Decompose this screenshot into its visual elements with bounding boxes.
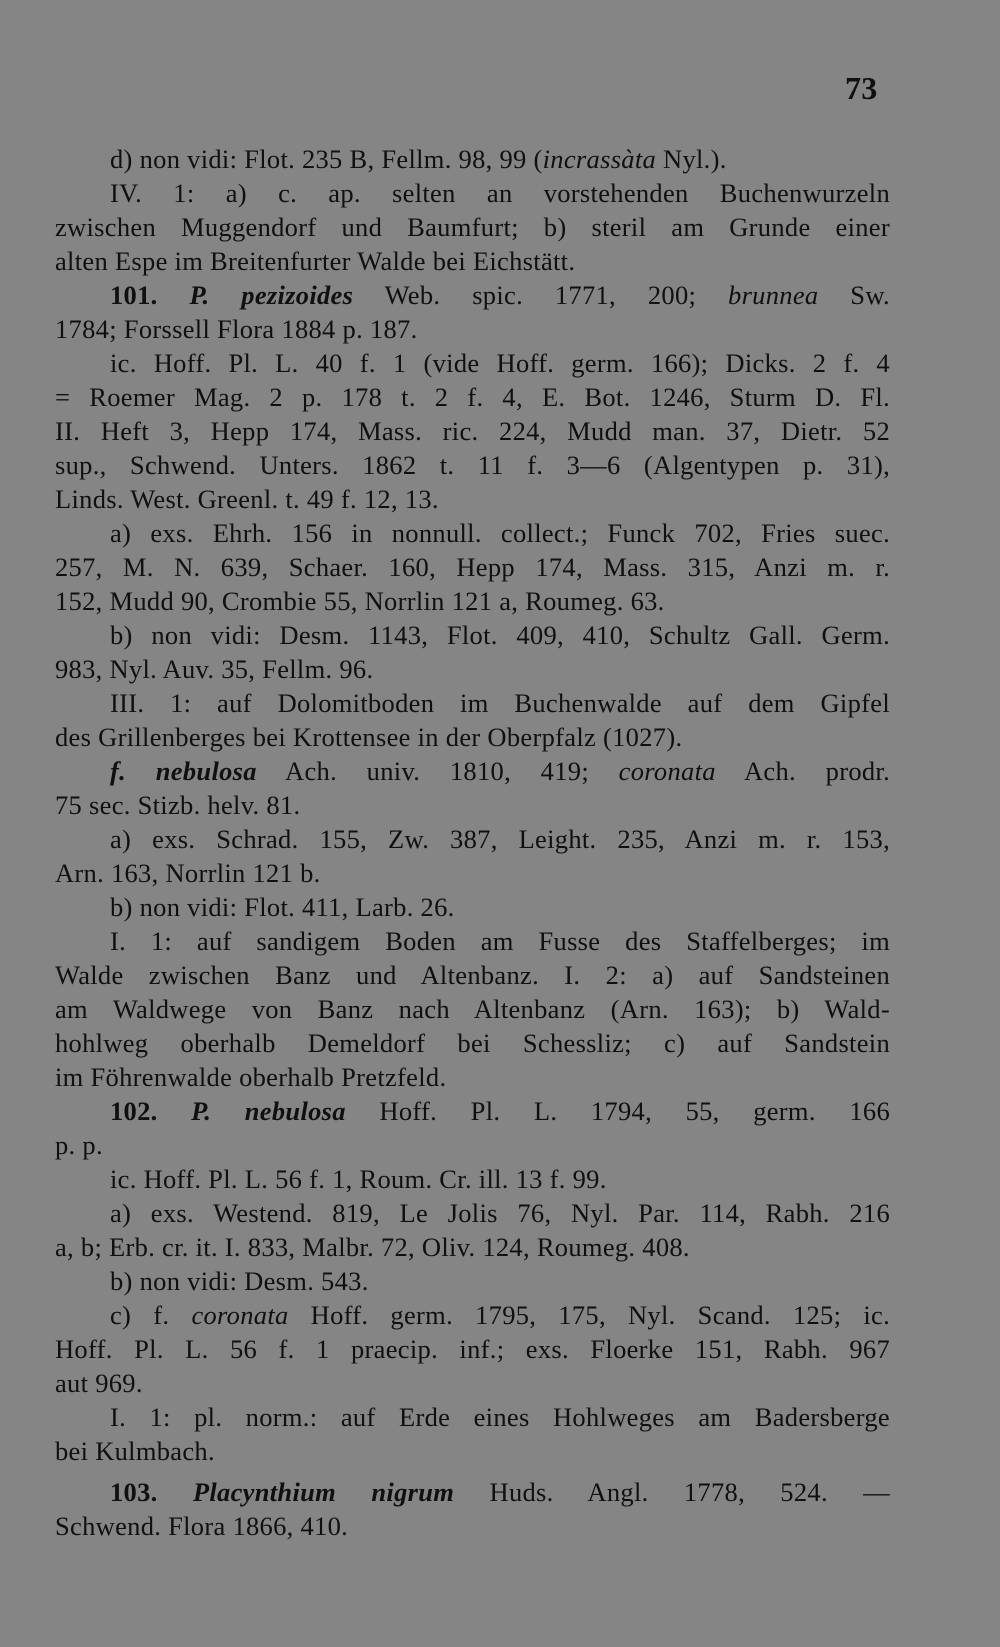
entry-103-heading: 103. Placynthium nigrum Huds. Angl. 1778, 524. —	[110, 1477, 890, 1507]
text-line: 1784; Forssell Flora 1884 p. 187.	[55, 314, 418, 344]
text-line: a) exs. Ehrh. 156 in nonnull. collect.; Funck 702, Fries suec.	[110, 518, 890, 548]
text-line: = Roemer Mag. 2 p. 178 t. 2 f. 4, E. Bot. 1246, Sturm D. Fl.	[55, 382, 890, 412]
text-line: am Waldwege von Banz nach Altenbanz (Arn. 163); b) Wald-	[55, 994, 890, 1024]
text-line: 152, Mudd 90, Crombie 55, Norrlin 121 a, Roumeg. 63.	[55, 586, 665, 616]
text-line: sup., Schwend. Unters. 1862 t. 11 f. 3—6 (Algentypen p. 31),	[55, 450, 890, 480]
text-line: II. Heft 3, Hepp 174, Mass. ric. 224, Mudd man. 37, Dietr. 52	[55, 416, 890, 446]
text-line: p. p.	[55, 1130, 103, 1160]
text-line: Hoff. Pl. L. 56 f. 1 praecip. inf.; exs. Floerke 151, Rabh. 967	[55, 1334, 890, 1364]
text-line: c) f. coronata Hoff. germ. 1795, 175, Nyl. Scand. 125; ic.	[110, 1300, 890, 1330]
text-line: b) non vidi: Desm. 1143, Flot. 409, 410, Schultz Gall. Germ.	[110, 620, 890, 650]
text-line: bei Kulmbach.	[55, 1436, 215, 1466]
text-line: ic. Hoff. Pl. L. 56 f. 1, Roum. Cr. ill. 13 f. 99.	[110, 1164, 607, 1194]
text-line: 75 sec. Stizb. helv. 81.	[55, 790, 301, 820]
entry-101-heading: 101. P. pezizoides Web. spic. 1771, 200; brunnea Sw.	[110, 280, 890, 310]
text-line: a) exs. Schrad. 155, Zw. 387, Leight. 235, Anzi m. r. 153,	[110, 824, 890, 854]
text-line: im Föhrenwalde oberhalb Pretzfeld.	[55, 1062, 447, 1092]
text-line: I. 1: pl. norm.: auf Erde eines Hohlweges am Badersberge	[110, 1402, 890, 1432]
text-line: des Grillenberges bei Krottensee in der Oberpfalz (1027).	[55, 722, 683, 752]
text-line: zwischen Muggendorf und Baumfurt; b) steril am Grunde einer	[55, 212, 890, 242]
text-line: 983, Nyl. Auv. 35, Fellm. 96.	[55, 654, 374, 684]
text-line: hohlweg oberhalb Demeldorf bei Schessliz; c) auf Sandstein	[55, 1028, 890, 1058]
entry-102-heading: 102. P. nebulosa Hoff. Pl. L. 1794, 55, germ. 166	[110, 1096, 890, 1126]
page-number: 73	[845, 70, 878, 106]
text-line: 257, M. N. 639, Schaer. 160, Hepp 174, Mass. 315, Anzi m. r.	[55, 552, 890, 582]
text-line: b) non vidi: Flot. 411, Larb. 26.	[110, 892, 455, 922]
form-nebulosa-heading: f. nebulosa Ach. univ. 1810, 419; coronata Ach. prodr.	[110, 756, 891, 786]
text-line: a) exs. Westend. 819, Le Jolis 76, Nyl. Par. 114, Rabh. 216	[110, 1198, 890, 1228]
text-line: Arn. 163, Norrlin 121 b.	[55, 858, 321, 888]
text-line: d) non vidi: Flot. 235 B, Fellm. 98, 99 (incrassàta Nyl.).	[110, 144, 727, 174]
text-line: a, b; Erb. cr. it. I. 833, Malbr. 72, Oliv. 124, Roumeg. 408.	[55, 1232, 690, 1262]
text-line: aut 969.	[55, 1368, 143, 1398]
text-line: IV. 1: a) c. ap. selten an vorstehenden Buchenwurzeln	[110, 178, 890, 208]
text-line: Schwend. Flora 1866, 410.	[55, 1511, 349, 1541]
text-line: III. 1: auf Dolomitboden im Buchenwalde auf dem Gipfel	[110, 688, 890, 718]
text-line: I. 1: auf sandigem Boden am Fusse des Staffelberges; im	[110, 926, 890, 956]
text-line: Linds. West. Greenl. t. 49 f. 12, 13.	[55, 484, 439, 514]
text-line: ic. Hoff. Pl. L. 40 f. 1 (vide Hoff. germ. 166); Dicks. 2 f. 4	[110, 348, 890, 378]
text-line: alten Espe im Breitenfurter Walde bei Eichstätt.	[55, 246, 576, 276]
text-line: Walde zwischen Banz und Altenbanz. I. 2: a) auf Sandsteinen	[55, 960, 890, 990]
text-line: b) non vidi: Desm. 543.	[110, 1266, 369, 1296]
